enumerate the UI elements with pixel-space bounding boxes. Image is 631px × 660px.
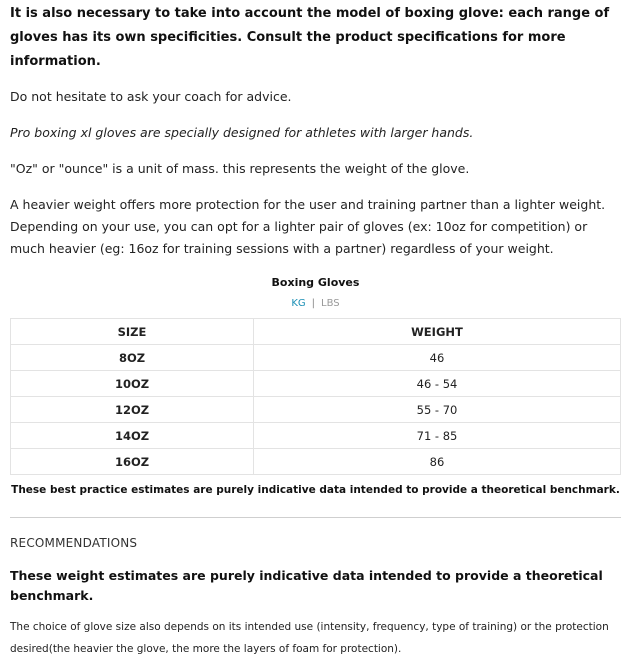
ounce-definition-text: "Oz" or "ounce" is a unit of mass. this represents the weight of the glove. xyxy=(10,161,470,176)
recommendations-heading: RECOMMENDATIONS xyxy=(10,536,138,550)
table-row xyxy=(11,397,621,423)
table-row xyxy=(11,449,621,475)
weight-cell: 86 xyxy=(254,449,621,475)
weight-cell: 46 - 54 xyxy=(254,371,621,397)
size-table xyxy=(10,318,621,475)
header-size: SIZE xyxy=(11,319,254,345)
table-row xyxy=(11,345,621,371)
header-weight: WEIGHT xyxy=(254,319,621,345)
size-cell: 8OZ xyxy=(11,345,254,371)
unit-lbs-toggle[interactable]: LBS xyxy=(321,298,340,309)
weight-cell: 71 - 85 xyxy=(254,423,621,449)
recommendations-text: The choice of glove size also depends on its intended use (intensity, frequency, type of training) or the protection desired(the heavier the glove, the more the layers of foam for protection). xyxy=(10,621,609,655)
weight-cell: 46 xyxy=(254,345,621,371)
intro-bold-text: It is also necessary to take into account the model of boxing glove: each range of gloves has its own specificities. Consult the product specifications for more information. xyxy=(10,6,610,69)
size-cell: 12OZ xyxy=(11,397,254,423)
table-note: These best practice estimates are purely indicative data intended to provide a theoretical benchmark. xyxy=(11,484,620,496)
coach-advice-text: Do not hesitate to ask your coach for advice. xyxy=(10,89,292,104)
recommendations-bold-text: These weight estimates are purely indicative data intended to provide a theoretical benchmark. xyxy=(10,568,603,603)
table-header-row xyxy=(11,319,621,345)
size-cell: 10OZ xyxy=(11,371,254,397)
section-divider xyxy=(10,517,621,518)
unit-kg-toggle[interactable]: KG xyxy=(291,298,306,309)
size-cell: 14OZ xyxy=(11,423,254,449)
heavier-weight-text: A heavier weight offers more protection for the user and training partner than a lighter weight. Depending on your use, you can opt for a lighter pair of gloves (ex: 10oz for competition) or much heavier (eg: 16oz for training sessions with a partner) regardless of your weight. xyxy=(10,197,606,256)
size-cell: 16OZ xyxy=(11,449,254,475)
table-row xyxy=(11,423,621,449)
unit-switch xyxy=(10,298,621,310)
xl-gloves-text: Pro boxing xl gloves are specially designed for athletes with larger hands. xyxy=(10,125,474,140)
unit-separator: | xyxy=(311,298,316,309)
weight-cell: 55 - 70 xyxy=(254,397,621,423)
table-title: Boxing Gloves xyxy=(271,276,360,289)
table-row xyxy=(11,371,621,397)
